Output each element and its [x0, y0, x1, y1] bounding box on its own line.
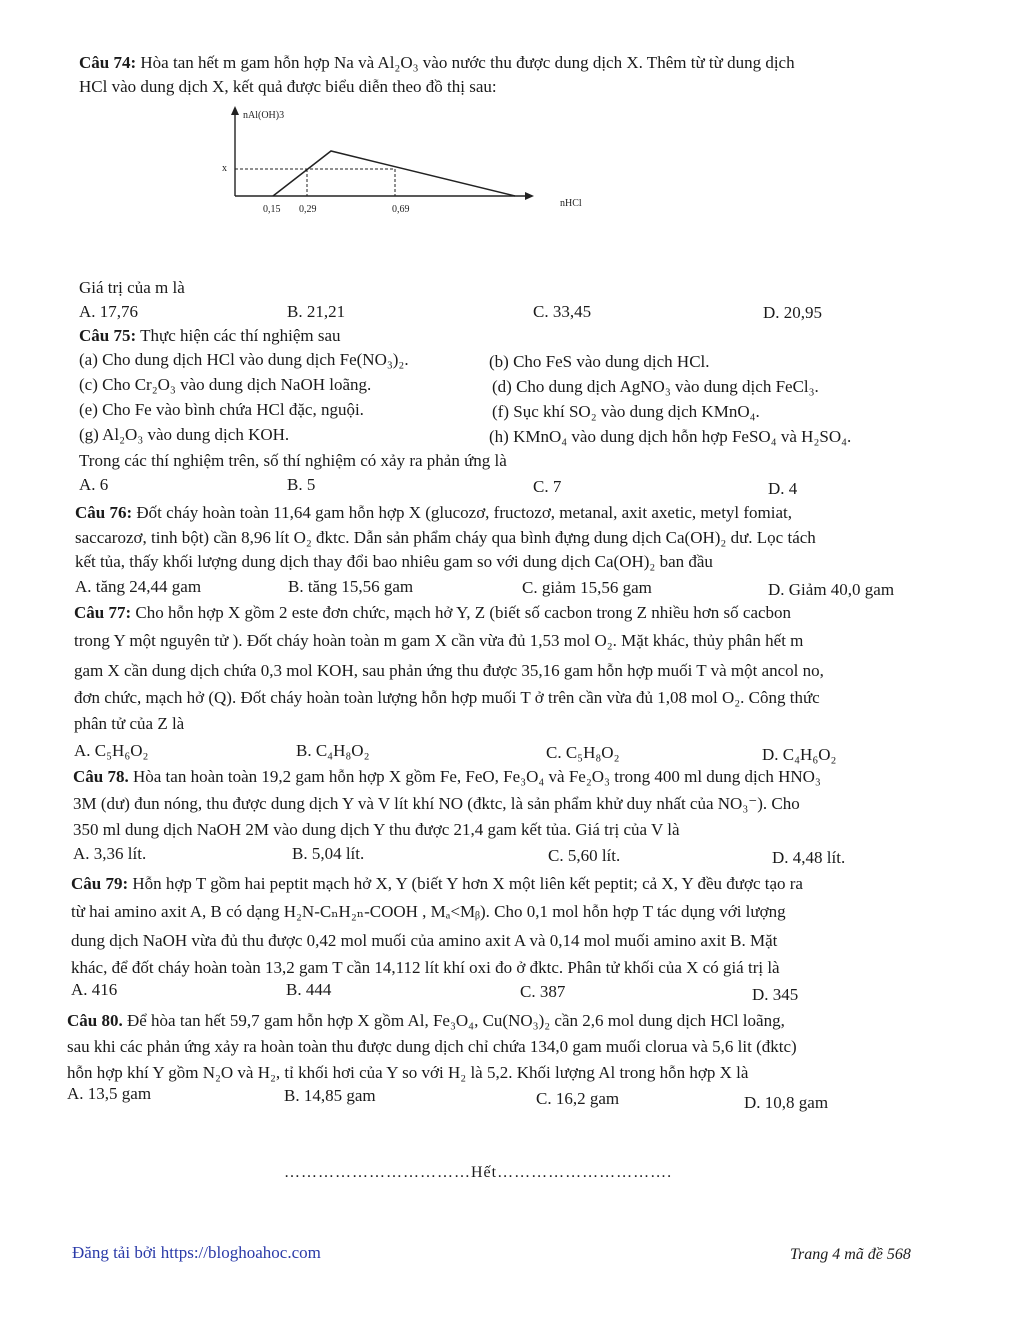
q75-item-c: (c) Cho Cr₂O₃ vào dung dịch NaOH loãng. — [79, 375, 372, 394]
q80-label: Câu 80. — [67, 1011, 123, 1030]
q75-option-d: D. 4 — [768, 479, 798, 498]
q75-item-h: (h) KMnO₄ vào dung dịch hỗn hợp FeSO₄ và H₂SO₄. — [489, 427, 852, 446]
q75-item-g: (g) Al₂O₃ vào dung dịch KOH. — [79, 425, 290, 444]
q75-label: Câu 75: — [79, 326, 137, 345]
q76-line3: kết tủa, thấy khối lượng dung dịch thay đổi bao nhiêu gam so với dung dịch Ca(OH)₂ ban đầu — [75, 552, 713, 571]
q80-line3: hỗn hợp khí Y gồm N₂O và H₂, tỉ khối hơi của Y so với H₂ là 5,2. Khối lượng Al trong hỗn hợp X là — [67, 1063, 749, 1082]
x-tick-069: 0,69 — [392, 204, 410, 215]
q75-item-e: (e) Cho Fe vào bình chứa HCl đặc, nguội. — [79, 400, 364, 419]
q80-option-d: D. 10,8 gam — [744, 1093, 829, 1112]
q78-line2: 3M (dư) đun nóng, thu được dung dịch Y và V lít khí NO (đktc, là sản phẩm khử duy nhất của NO₃⁻). Cho — [73, 794, 800, 813]
q76-option-b: B. tăng 15,56 gam — [288, 577, 414, 596]
q75-item-b: (b) Cho FeS vào dung dịch HCl. — [489, 352, 710, 371]
q79-option-a: A. 416 — [71, 980, 118, 999]
q77-option-d: D. C₄H₆O₂ — [762, 745, 837, 764]
q80-option-a: A. 13,5 gam — [67, 1084, 152, 1103]
q79-option-b: B. 444 — [286, 980, 332, 999]
q75-ask: Trong các thí nghiệm trên, số thí nghiệm có xảy ra phản ứng là — [79, 451, 507, 470]
q75-title: Câu 75: Thực hiện các thí nghiệm sau — [79, 326, 341, 345]
q74-option-d: D. 20,95 — [763, 303, 823, 322]
q80-option-c: C. 16,2 gam — [536, 1089, 620, 1108]
q78-option-d: D. 4,48 lít. — [772, 848, 846, 867]
q75-item-d: (d) Cho dung dịch AgNO₃ vào dung dịch FeCl₃. — [492, 377, 819, 396]
q76-line1: Câu 76: Đốt cháy hoàn toàn 11,64 gam hỗn hợp X (glucozơ, fructozơ, metanal, axit axetic, metyl fomiat, — [75, 503, 793, 522]
q76-line2: saccarozơ, tinh bột) cần 8,96 lít O₂ đktc. Dẫn sản phẩm cháy qua bình đựng dung dịch Ca(OH)₂ dư. Lọc tách — [75, 528, 816, 547]
q77-label: Câu 77: — [74, 603, 132, 622]
q74-line1: Câu 74: Hòa tan hết m gam hỗn hợp Na và Al₂O₃ vào nước thu được dung dịch X. Thêm từ từ dung dịch — [79, 53, 795, 72]
q79-option-c: C. 387 — [520, 982, 566, 1001]
q74-option-a: A. 17,76 — [79, 302, 139, 321]
q75-item-a: (a) Cho dung dịch HCl vào dung dịch Fe(NO₃)₂. — [79, 350, 409, 369]
q74-label: Câu 74: — [79, 53, 137, 72]
end-marker: ……………………………Hết…………………………. — [284, 1164, 673, 1181]
q80-line2: sau khi các phản ứng xảy ra hoàn toàn thu được dung dịch chỉ chứa 134,0 gam muối clorua và 5,6 lit (đktc) — [67, 1037, 797, 1056]
q77-line1: Câu 77: Cho hỗn hợp X gồm 2 este đơn chức, mạch hở Y, Z (biết số cacbon trong Z nhiều hơn số cacbon — [74, 603, 792, 622]
q80-option-b: B. 14,85 gam — [284, 1086, 376, 1105]
q79-option-d: D. 345 — [752, 985, 799, 1004]
y-axis-label: nAl(OH)3 — [243, 110, 285, 121]
q80-line1: Câu 80. Để hòa tan hết 59,7 gam hỗn hợp X gồm Al, Fe₃O₄, Cu(NO₃)₂ cần 2,6 mol dung dịch HCl loãng, — [67, 1011, 785, 1030]
y-tick-x: x — [222, 163, 227, 174]
q79-line2: từ hai amino axit A, B có dạng H₂N-CₙH₂ₙ-COOH , Mₐ<Mᵦ). Cho 0,1 mol hỗn hợp T tác dụng với lượng — [71, 902, 786, 921]
x-tick-029: 0,29 — [299, 204, 317, 215]
q76-label: Câu 76: — [75, 503, 133, 522]
q74-chart — [215, 106, 615, 216]
q78-line3: 350 ml dung dịch NaOH 2M vào dung dịch Y thu được 21,4 gam kết tủa. Giá trị của V là — [73, 820, 680, 839]
q75-option-c: C. 7 — [533, 477, 562, 496]
x-axis-arrow — [525, 192, 534, 200]
q78-line1: Câu 78. Hòa tan hoàn toàn 19,2 gam hỗn hợp X gồm Fe, FeO, Fe₃O₄ và Fe₂O₃ trong 400 ml dung dịch HNO₃ — [73, 767, 821, 786]
y-axis-arrow — [231, 106, 239, 115]
x-axis-label: nHCl — [560, 198, 582, 209]
q77-option-b: B. C₄H₈O₂ — [296, 741, 370, 760]
q77-line2: trong Y một nguyên tử ). Đốt cháy hoàn toàn m gam X cần vừa đủ 1,53 mol O₂. Mặt khác, thủy phân hết m — [74, 631, 804, 650]
q78-option-b: B. 5,04 lít. — [292, 844, 365, 863]
q78-label: Câu 78. — [73, 767, 129, 786]
q79-line3: dung dịch NaOH vừa đủ thu được 0,42 mol muối của amino axit A và 0,14 mol muối amino axit B. Mặt — [71, 931, 778, 950]
curve — [273, 151, 515, 196]
q76-option-c: C. giảm 15,56 gam — [522, 578, 652, 597]
q78-option-c: C. 5,60 lít. — [548, 846, 621, 865]
q75-option-b: B. 5 — [287, 475, 316, 494]
q75-item-f: (f) Sục khí SO₂ vào dung dịch KMnO₄. — [492, 402, 760, 421]
footer-page: Trang 4 mã đề 568 — [790, 1246, 911, 1263]
q77-option-c: C. C₅H₈O₂ — [546, 743, 620, 762]
q76-option-d: D. Giảm 40,0 gam — [768, 580, 895, 599]
q74-option-c: C. 33,45 — [533, 302, 592, 321]
q79-label: Câu 79: — [71, 874, 129, 893]
q77-option-a: A. C₅H₆O₂ — [74, 741, 149, 760]
x-tick-015: 0,15 — [263, 204, 281, 215]
footer-source: Đăng tải bởi https://bloghoahoc.com — [72, 1243, 321, 1262]
q79-line4: khác, để đốt cháy hoàn toàn 13,2 gam T cần 14,112 lít khí oxi đo ở đktc. Phân tử khối của X có giá trị là — [71, 958, 780, 977]
q77-line4: đơn chức, mạch hở (Q). Đốt cháy hoàn toàn lượng hỗn hợp muối T ở trên cần vừa đủ 1,08 mol O₂. Công thức — [74, 688, 820, 707]
q76-option-a: A. tăng 24,44 gam — [75, 577, 202, 596]
q77-line5: phân tử của Z là — [74, 714, 185, 733]
q74-line2: HCl vào dung dịch X, kết quả được biểu diễn theo đồ thị sau: — [79, 77, 497, 96]
q78-option-a: A. 3,36 lít. — [73, 844, 147, 863]
q74-option-b: B. 21,21 — [287, 302, 346, 321]
q74-ask: Giá trị của m là — [79, 278, 185, 297]
q77-line3: gam X cần dung dịch chứa 0,3 mol KOH, sau phản ứng thu được 35,16 gam hỗn hợp muối T và một ancol no, — [74, 661, 824, 680]
q75-option-a: A. 6 — [79, 475, 109, 494]
q79-line1: Câu 79: Hỗn hợp T gồm hai peptit mạch hở X, Y (biết Y hơn X một liên kết peptit; cả X, Y đều được tạo ra — [71, 874, 803, 893]
